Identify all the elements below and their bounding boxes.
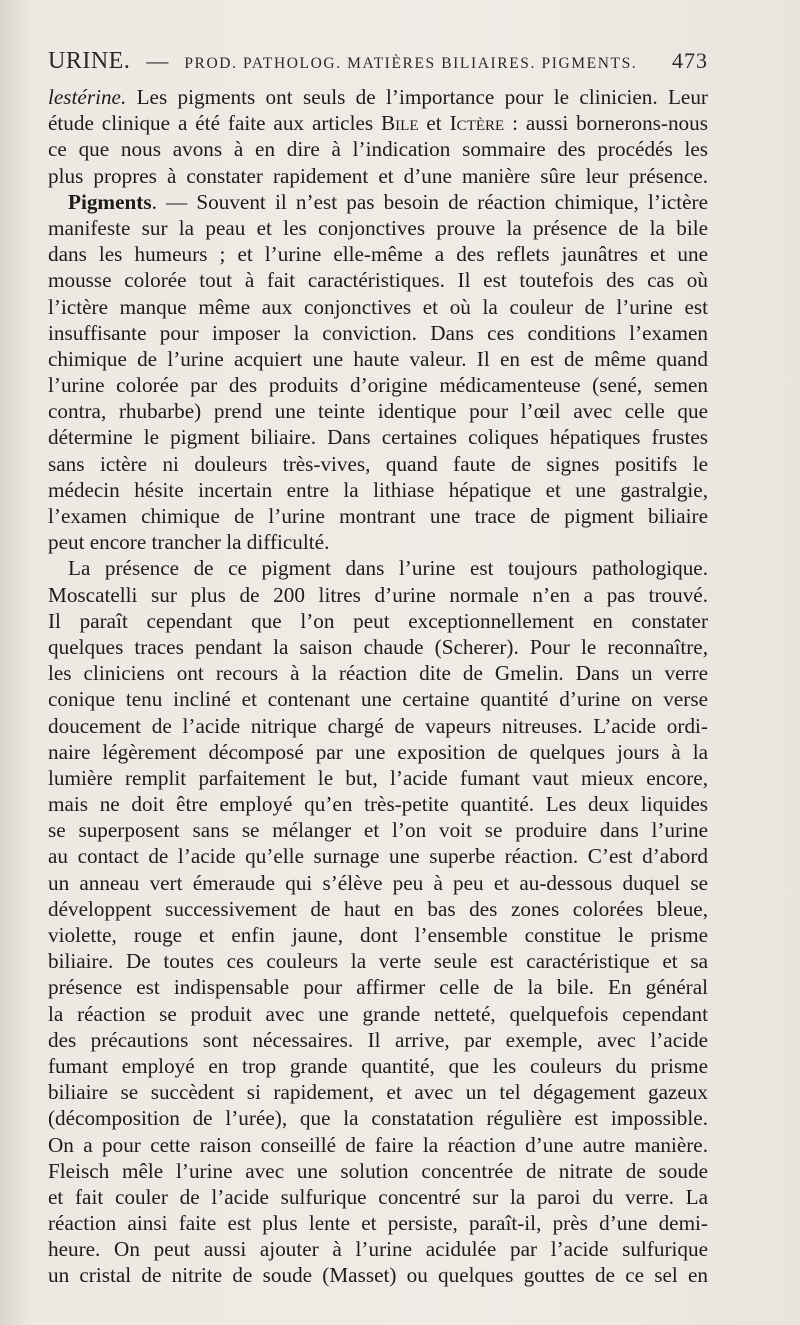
text-line: plus propres à constater rapidement et d’une manière sûre leur présence. bbox=[48, 163, 708, 188]
text-line: insuffisante pour imposer la conviction. Dans ces conditions l’examen bbox=[48, 320, 708, 345]
article-ref-bile: Bile bbox=[381, 111, 419, 136]
italic-word: lestérine. bbox=[48, 85, 127, 109]
text-line: dans les humeurs ; et l’urine elle-même a des reflets jaunâtres et une bbox=[48, 242, 708, 267]
text-line bbox=[48, 84, 708, 110]
text-line: heure. On peut aussi ajouter à l’urine acidulée par l’acide sulfurique bbox=[48, 1237, 708, 1262]
line-text: Les pigments ont seuls de l’importance pour le clinicien. Leur bbox=[126, 85, 708, 109]
header-dash: — bbox=[146, 48, 169, 73]
text-line: au contact de l’acide qu’elle surnage une superbe réaction. C’est d’abord bbox=[48, 844, 708, 869]
text-line: présence est indispensable pour affirmer celle de la bile. En général bbox=[48, 975, 708, 1000]
text-line: doucement de l’acide nitrique chargé de vapeurs nitreuses. L’acide ordi- bbox=[48, 713, 708, 738]
text-line: un cristal de nitrite de soude (Masset) ou quelques gouttes de ce sel en bbox=[48, 1263, 708, 1288]
running-header bbox=[48, 48, 708, 80]
text-line: l’ictère manque même aux conjonctives et où la couleur de l’urine est bbox=[48, 294, 708, 319]
text-line: fumant employé en trop grande quantité, que les couleurs du prisme bbox=[48, 1053, 708, 1078]
text-line: lumière remplit parfaitement le but, l’acide fumant vaut mieux encore, bbox=[48, 765, 708, 790]
text-line: peut encore trancher la difficulté. bbox=[48, 530, 330, 555]
line-text: étude clinique a été faite aux articles bbox=[48, 111, 382, 136]
text-line: se superposent sans se mélanger et l’on voit se produire dans l’urine bbox=[48, 818, 708, 843]
text-line: Moscatelli sur plus de 200 litres d’urine normale n’en a pas trouvé. bbox=[48, 582, 708, 607]
text-line: mais ne doit être employé qu’en très-petite quantité. Les deux liquides bbox=[48, 792, 708, 817]
text-line: médecin hésite incertain entre la lithiase hépatique et une gastralgie, bbox=[48, 477, 708, 502]
text-line: chimique de l’urine acquiert une haute valeur. Il en est de même quand bbox=[48, 346, 708, 371]
text-line: la réaction se produit avec une grande netteté, quelquefois cependant bbox=[48, 1001, 708, 1026]
chapter-title: URINE. bbox=[48, 48, 131, 74]
line-text: et bbox=[418, 111, 450, 136]
text-line: naire légèrement décomposé par une exposition de quelques jours à la bbox=[48, 739, 708, 764]
running-title: PROD. PATHOLOG. MATIÈRES BILIAIRES. PIGMENTS. bbox=[184, 55, 638, 72]
text-line: sans ictère ni douleurs très-vives, quand faute de signes positifs le bbox=[48, 451, 708, 476]
text-line: La présence de ce pigment dans l’urine est toujours pathologique. bbox=[68, 556, 708, 581]
text-line: ce que nous avons à en dire à l’indication sommaire des procédés les bbox=[48, 137, 708, 162]
line-text: : aussi bornerons-nous bbox=[504, 111, 708, 136]
text-line: développent successivement de haut en bas des zones colorées bleue, bbox=[48, 896, 708, 921]
text-line: Il paraît cependant que l’on peut exceptionnellement en constater bbox=[48, 608, 708, 633]
article-ref-ictere: Ictère bbox=[449, 111, 505, 136]
text-line: On a pour cette raison conseillé de faire la réaction d’une autre manière. bbox=[48, 1132, 708, 1157]
text-line: contra, rhubarbe) prend une teinte identique pour l’œil avec celle que bbox=[48, 399, 708, 424]
text-line: l’examen chimique de l’urine montrant une trace de pigment biliaire bbox=[48, 504, 708, 528]
text-line: violette, rouge et enfin jaune, dont l’ensemble constitue le prisme bbox=[48, 923, 708, 947]
line-text: . — Souvent il n’est pas besoin de réaction chimique, l’ictère bbox=[151, 189, 708, 214]
text-line: biliaire. De toutes ces couleurs la verte seule est caractéristique et sa bbox=[48, 949, 708, 974]
text-line: biliaire se succèdent si rapidement, et avec un tel dégagement gazeux bbox=[48, 1080, 708, 1105]
text-line: l’urine colorée par des produits d’origine médicamenteuse (sené, semen bbox=[48, 373, 708, 398]
text-line: un anneau vert émeraude qui s’élève peu à peu et au-dessous duquel se bbox=[48, 870, 708, 895]
text-line: et fait couler de l’acide sulfurique concentré sur la paroi du verre. La bbox=[48, 1184, 708, 1209]
text-line: détermine le pigment biliaire. Dans certaines coliques hépatiques frustes bbox=[48, 425, 708, 450]
text-line: quelques traces pendant la saison chaude (Scherer). Pour le reconnaître, bbox=[48, 634, 708, 659]
page-number: 473 bbox=[672, 48, 708, 73]
text-line: les cliniciens ont recours à la réaction dite de Gmelin. Dans un verre bbox=[48, 661, 708, 686]
text-line: conique tenu incliné et contenant une certaine quantité d’urine on verse bbox=[48, 687, 708, 712]
body-text bbox=[48, 84, 708, 1289]
text-line: (décomposition de l’urée), que la constatation régulière est impossible. bbox=[48, 1106, 708, 1131]
text-line: mousse colorée tout à fait caractéristiques. Il est toutefois des cas où bbox=[48, 268, 708, 293]
section-heading: Pigments bbox=[68, 189, 152, 214]
text-line: des précautions sont nécessaires. Il arrive, par exemple, avec l’acide bbox=[48, 1027, 708, 1052]
text-line: réaction ainsi faite est plus lente et persiste, paraît-il, près d’une demi- bbox=[48, 1211, 708, 1236]
text-line bbox=[48, 110, 708, 136]
text-line bbox=[48, 189, 708, 215]
text-line: manifeste sur la peau et les conjonctives prouve la présence de la bile bbox=[48, 215, 708, 240]
text-line: Fleisch mêle l’urine avec une solution concentrée de nitrate de soude bbox=[48, 1158, 708, 1183]
